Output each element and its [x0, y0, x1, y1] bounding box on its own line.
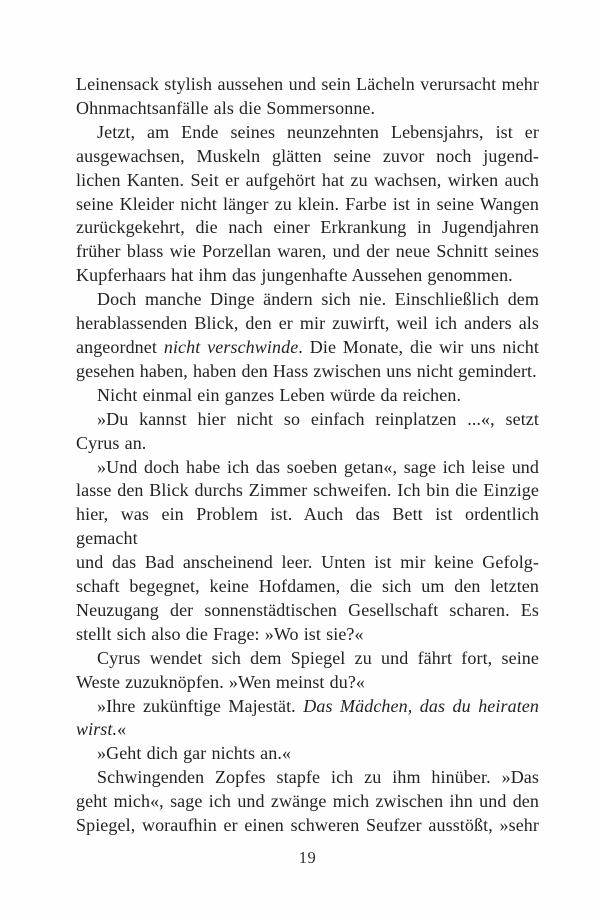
text-segment: Kupferhaars hat ihm das jungenhafte Aussehen genommen.	[76, 265, 513, 286]
text-line	[76, 73, 539, 97]
text-segment: Cyrus an.	[76, 432, 147, 453]
text-line	[76, 216, 539, 240]
text-line	[76, 575, 539, 599]
text-segment: Cyrus wendet sich dem Spiegel zu und fährt fort, seine	[97, 647, 539, 668]
text-segment: »Geht dich gar nichts an.«	[97, 743, 292, 764]
text-line	[76, 169, 539, 193]
text-line	[76, 121, 539, 145]
text-segment: Leinensack stylish aussehen und sein Lächeln verursacht mehr	[76, 74, 539, 94]
text-segment: ausgewachsen, Muskeln glätten seine zuvor noch jugend-	[76, 145, 539, 166]
text-segment: lichen Kanten. Seit er aufgehört hat zu wachsen, wirken auch	[76, 169, 539, 190]
text-segment: Weste zuzuknöpfen. »Wen meinst du?«	[76, 671, 366, 692]
text-line	[76, 264, 539, 288]
italic-text-segment: Das Mädchen, das du heiraten	[303, 695, 539, 716]
text-segment: Neuzugang der sonnenstädtischen Gesellschaft scharen. Es	[76, 599, 539, 620]
text-line	[76, 240, 539, 264]
text-segment: Ohnmachtsanfälle als die Sommersonne.	[76, 97, 376, 118]
text-segment: herablassenden Blick, den er mir zuwirft, weil ich anders als	[76, 313, 539, 334]
text-segment: «	[117, 719, 127, 740]
text-line	[76, 384, 539, 408]
text-segment: Jetzt, am Ende seines neunzehnten Lebensjahrs, ist er	[97, 121, 539, 142]
text-line	[76, 456, 539, 480]
text-segment: geht mich«, sage ich und zwänge mich zwischen ihn und den	[76, 791, 539, 812]
text-line	[76, 551, 539, 575]
text-line	[76, 742, 539, 766]
text-line	[76, 623, 539, 647]
text-line	[76, 145, 539, 169]
text-segment: . Die Monate, die wir uns nicht	[298, 336, 539, 357]
text-line	[76, 408, 539, 432]
page-number: 19	[298, 848, 317, 867]
text-segment: stellt sich also die Frage: »Wo ist sie?«	[76, 623, 364, 644]
text-line	[76, 288, 539, 312]
text-segment: früher blass wie Porzellan waren, und der neue Schnitt seines	[76, 241, 539, 262]
text-line	[76, 360, 539, 384]
text-line	[76, 193, 539, 217]
text-line	[76, 671, 539, 695]
text-line	[76, 432, 539, 456]
text-line	[76, 814, 539, 838]
text-line	[76, 503, 539, 551]
text-segment: Doch manche Dinge ändern sich nie. Einschließlich dem	[97, 289, 539, 310]
text-line	[76, 718, 539, 742]
text-segment: Nicht einmal ein ganzes Leben würde da reichen.	[97, 384, 462, 405]
text-segment: Schwingenden Zopfes stapfe ich zu ihm hinüber. »Das	[97, 767, 539, 788]
text-segment: »Du kannst hier nicht so einfach reinplatzen ...«, setzt	[97, 408, 539, 429]
text-segment: und das Bad anscheinend leer. Unten ist mir keine Gefolg-	[76, 552, 539, 573]
text-segment: »Und doch habe ich das soeben getan«, sage ich leise und	[97, 456, 539, 477]
text-line	[76, 647, 539, 671]
text-line	[76, 97, 539, 121]
text-line	[76, 790, 539, 814]
text-segment: hier, was ein Problem ist. Auch das Bett ist ordentlich gemacht	[76, 504, 539, 549]
text-line	[76, 312, 539, 336]
text-line	[76, 336, 539, 360]
text-segment: »Ihre zukünftige Majestät.	[97, 695, 304, 716]
text-line	[76, 695, 539, 719]
text-segment: Spiegel, woraufhin er einen schweren Seufzer ausstößt, »sehr	[76, 815, 539, 836]
italic-text-segment: nicht verschwinde	[163, 336, 299, 357]
text-line	[76, 599, 539, 623]
text-segment: gesehen haben, haben den Hass zwischen uns nicht gemindert.	[76, 360, 537, 381]
text-segment: seine Kleider nicht länger zu klein. Farbe ist in seine Wangen	[76, 193, 539, 214]
text-line	[76, 479, 539, 503]
text-block	[76, 73, 539, 838]
text-segment: zurückgekehrt, die nach einer Erkrankung in Jugendjahren	[76, 217, 539, 238]
text-segment: schaft begegnet, keine Hofdamen, die sich um den letzten	[76, 576, 539, 597]
italic-text-segment: wirst.	[76, 719, 118, 740]
text-line	[76, 766, 539, 790]
text-segment: lasse den Blick durchs Zimmer schweifen. Ich bin die Einzige	[76, 480, 539, 501]
text-segment: angeordnet	[76, 336, 164, 357]
